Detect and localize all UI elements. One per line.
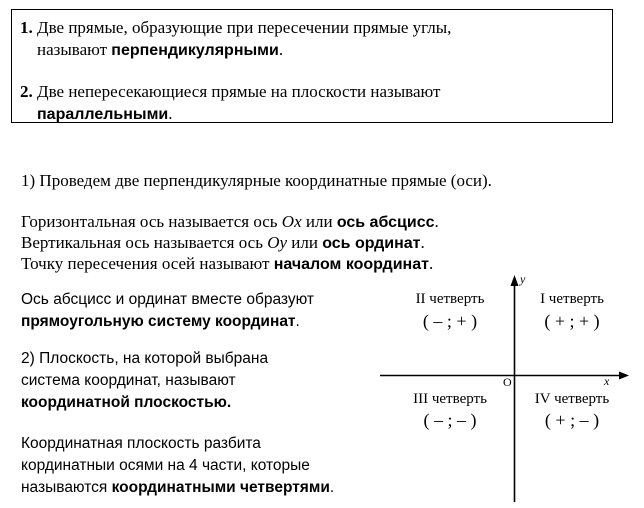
x-axis-arrow-icon <box>619 372 629 380</box>
punctuation: . <box>278 40 284 59</box>
definition-text: называют <box>37 40 112 59</box>
text-line: 2) Плоскость, на которой выбрана <box>21 350 269 367</box>
term-abscissa: ось абсцисс <box>336 214 435 231</box>
term-parallel: параллельными <box>37 106 169 123</box>
quadrant-3-name: III четверть <box>413 391 487 407</box>
term-origin: началом координат <box>273 256 429 273</box>
axis-symbol: Oy <box>267 233 288 252</box>
punctuation: . <box>168 104 173 123</box>
text-line: система координат, называют <box>21 372 236 389</box>
text-line: кординатныи осями на 4 части, которые <box>21 457 310 474</box>
axis-symbol: Ox <box>281 212 302 231</box>
quadrant-4-signs: ( + ; – ) <box>544 410 600 430</box>
text-part: Точку пересечения осей называют <box>21 254 274 273</box>
term-quarters: координатными четвертями <box>111 479 330 496</box>
term-coordinate-plane: координатной плоскостью. <box>21 394 232 411</box>
quadrant-2-signs: ( – ; + ) <box>422 311 478 331</box>
x-axis-label: x <box>604 374 610 388</box>
y-axis-label: y <box>520 272 526 286</box>
quadrant-3-signs: ( – ; – ) <box>423 410 477 430</box>
term-coordinate-system: прямоугольную систему координат <box>21 313 296 330</box>
text-part: или <box>301 212 337 231</box>
definition-text: Две прямые, образующие при пересечении прямые углы, <box>37 18 452 37</box>
origin-label: O <box>503 375 512 389</box>
text-part: или <box>287 233 323 252</box>
quadrant-2-name: II четверть <box>415 291 485 307</box>
definition-text: Две непересекающиеся прямые на плоскости называют <box>37 82 441 101</box>
text-line: Ось абсцисс и ординат вместе образуют <box>21 291 314 308</box>
definition-number: 2. <box>20 82 33 101</box>
punctuation: . <box>434 212 439 231</box>
text-part: Вертикальная ось называется ось <box>21 233 268 252</box>
definition-number: 1. <box>20 18 33 37</box>
punctuation: . <box>295 313 300 330</box>
text-part: называются <box>21 479 112 496</box>
term-perpendicular: перпендикулярными <box>111 42 279 59</box>
punctuation: . <box>329 479 335 496</box>
quadrant-1-name: I четверть <box>540 291 604 307</box>
text-line: Координатная плоскость разбита <box>21 435 261 452</box>
text-part: Горизонтальная ось называется ось <box>21 212 282 231</box>
y-axis-arrow-icon <box>511 275 519 286</box>
punctuation: . <box>420 233 425 252</box>
step1-text: 1) Проведем две перпендикулярные координатные прямые (оси). <box>21 171 492 190</box>
term-ordinate: ось ординат <box>322 235 421 252</box>
punctuation: . <box>428 254 434 273</box>
quadrant-4-name: IV четверть <box>534 391 610 407</box>
quadrant-1-signs: ( + ; + ) <box>544 311 600 331</box>
